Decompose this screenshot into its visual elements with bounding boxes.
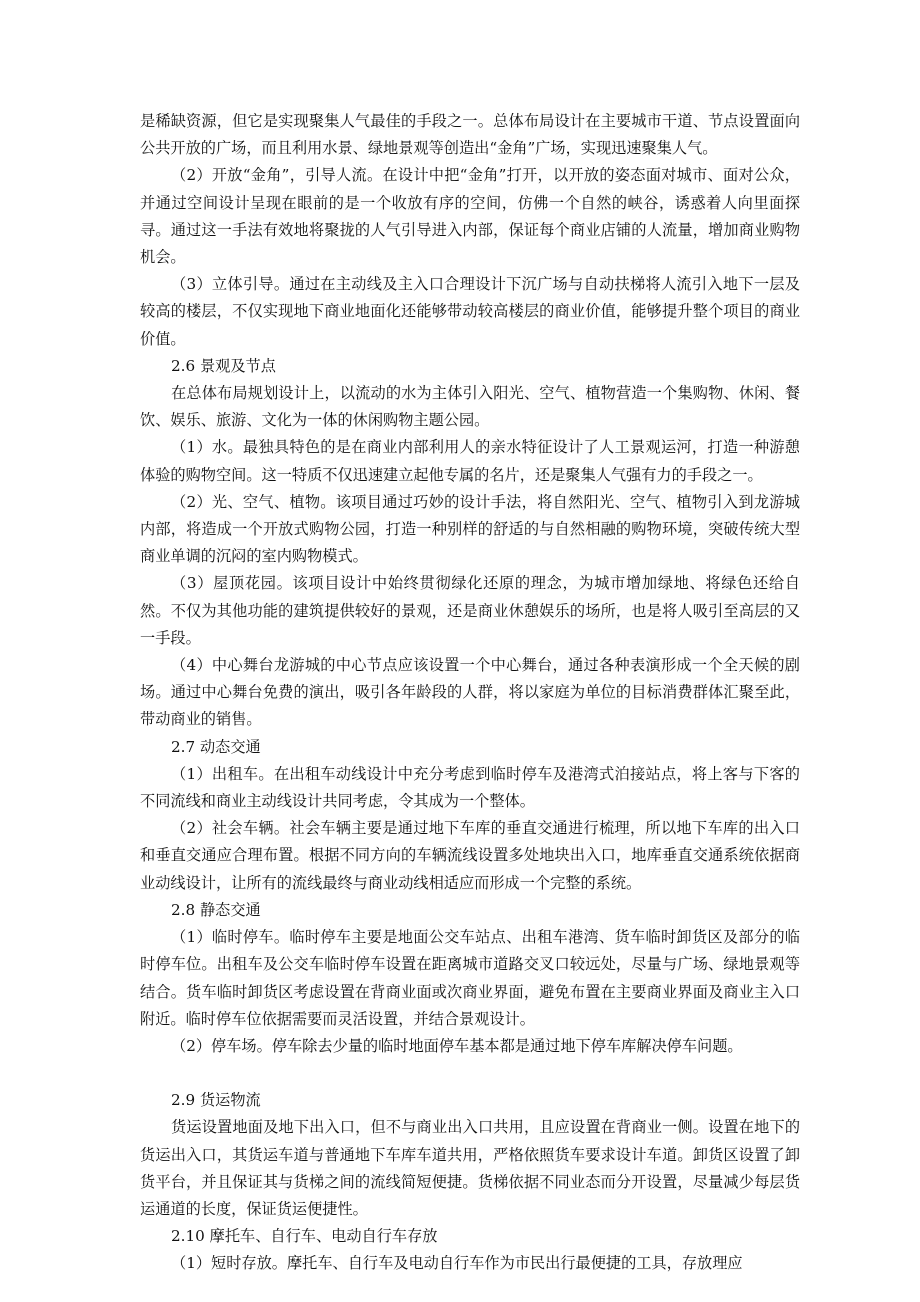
section-heading: 2.9 货运物流 [171,1091,261,1110]
paragraph: （2）开放“金角”，引导人流。在设计中把“金角”打开，以开放的姿态面对城市、面对公众，并通过空间设计呈现在眼前的是一个收放有序的空间，仿佛一个自然的峡谷，诱惑着人向里面探寻。通过这一手法有效地将聚拢的人气引导进入内部，保证每个商业店铺的人流量，增加商业购物机会。 [140,166,800,267]
paragraph: （1）水。最独具特色的是在商业内部利用人的亲水特征设计了人工景观运河，打造一种游憩体验的购物空间。这一特质不仅迅速建立起他专属的名片，还是聚集人气强有力的手段之一。 [140,438,800,484]
section-heading: 2.10 摩托车、自行车、电动自行车存放 [171,1227,438,1246]
paragraph: 是稀缺资源，但它是实现聚集人气最佳的手段之一。总体布局设计在主要城市干道、节点设置面向公共开放的广场，而且利用水景、绿地景观等创造出“金角”广场，实现迅速聚集人气。 [140,112,800,158]
document-body [140,108,800,1278]
section-heading: 2.6 景观及节点 [171,356,276,375]
section-heading: 2.8 静态交通 [171,900,261,919]
paragraph: 货运设置地面及地下出入口，但不与商业出入口共用，且应设置在背商业一侧。设置在地下的货运出入口，其货运车道与普通地下车库车道共用，严格依照货车要求设计车道。卸货区设置了卸货平台，并且保证其与货梯之间的流线简短便捷。货梯依据不同业态而分开设置，尽量减少每层货运通道的长度，保证货运便捷性。 [140,1118,800,1218]
paragraph: （4）中心舞台龙游城的中心节点应该设置一个中心舞台，通过各种表演形成一个全天候的剧场。通过中心舞台免费的演出，吸引各年龄段的人群，将以家庭为单位的目标消费群体汇聚至此，带动商业的销售。 [140,656,800,729]
section-heading: 2.7 动态交通 [171,737,261,756]
paragraph: （1）短时存放。摩托车、自行车及电动自行车作为市民出行最便捷的工具，存放理应 [171,1254,743,1273]
paragraph: （2）社会车辆。社会车辆主要是通过地下车库的垂直交通进行梳理，所以地下车库的出入口和垂直交通应合理布置。根据不同方向的车辆流线设置多处地块出入口，地库垂直交通系统依据商业动线设计，让所有的流线最终与商业动线相适应而形成一个完整的系统。 [140,819,800,892]
blank-line [140,1060,800,1087]
paragraph: （1）出租车。在出租车动线设计中充分考虑到临时停车及港湾式泊接站点，将上客与下客的不同流线和商业主动线设计共同考虑，令其成为一个整体。 [140,764,800,811]
paragraph: （3）立体引导。通过在主动线及主入口合理设计下沉广场与自动扶梯将人流引入地下一层及较高的楼层，不仅实现地下商业地面化还能够带动较高楼层的商业价值，能够提升整个项目的商业价值。 [140,275,800,348]
paragraph: （3）屋顶花园。该项目设计中始终贯彻绿化还原的理念，为城市增加绿地、将绿色还给自然。不仅为其他功能的建筑提供较好的景观，还是商业休憩娱乐的场所，也是将人吸引至高层的又一手段。 [140,574,800,647]
paragraph: 在总体布局规划设计上，以流动的水为主体引入阳光、空气、植物营造一个集购物、休闲、餐饮、娱乐、旅游、文化为一体的休闲购物主题公园。 [140,384,800,430]
paragraph: （1）临时停车。临时停车主要是地面公交车站点、出租车港湾、货车临时卸货区及部分的临时停车位。出租车及公交车临时停车设置在距离城市道路交叉口较远处，尽量与广场、绿地景观等结合。货车临时卸货区考虑设置在背商业面或次商业界面，避免布置在主要商业界面及商业主入口附近。临时停车位依据需要而灵活设置，并结合景观设计。 [140,928,800,1028]
paragraph: （2）停车场。停车除去少量的临时地面停车基本都是通过地下停车库解决停车问题。 [171,1036,743,1055]
paragraph: （2）光、空气、植物。该项目通过巧妙的设计手法，将自然阳光、空气、植物引入到龙游城内部，将造成一个开放式购物公园，打造一种别样的舒适的与自然相融的购物环境，突破传统大型商业单调的沉闷的室内购物模式。 [140,492,800,566]
